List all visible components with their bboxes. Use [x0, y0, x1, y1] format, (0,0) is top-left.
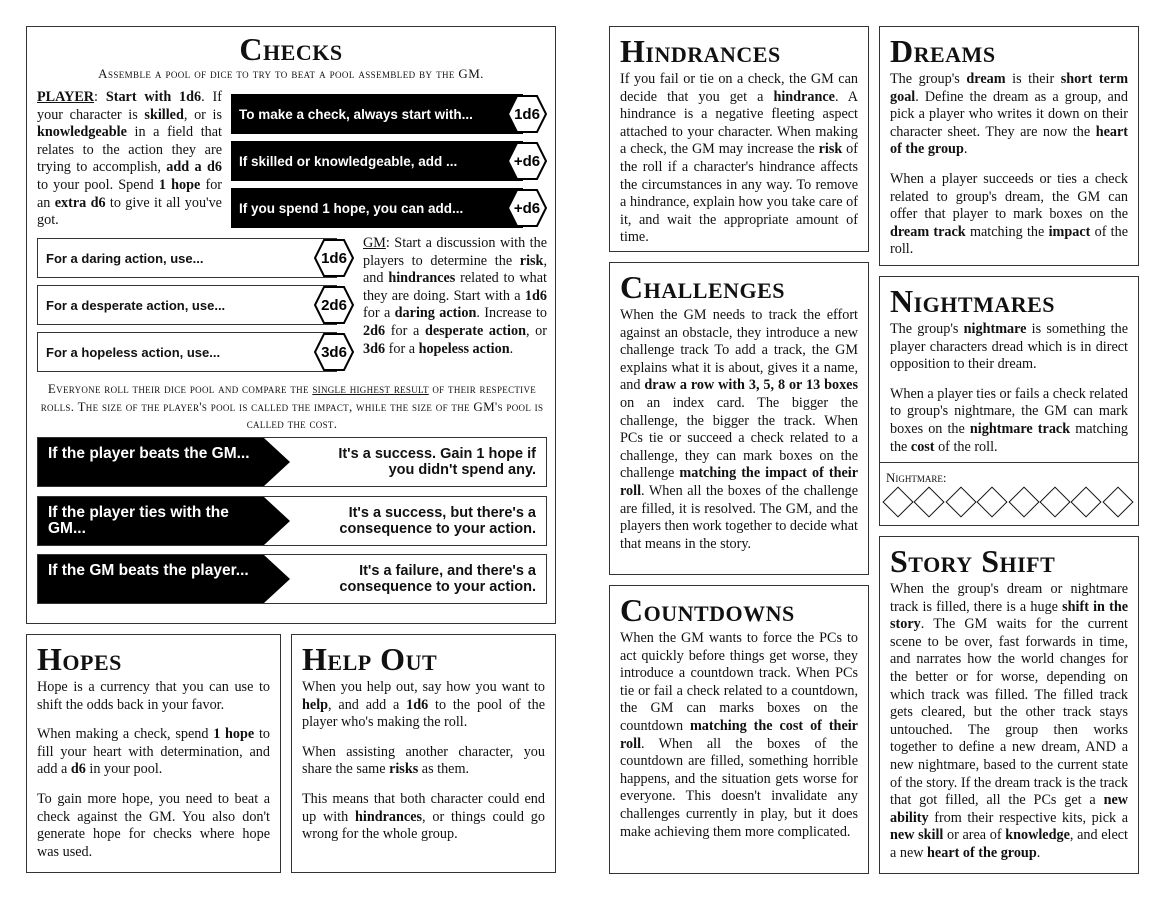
text-run: , and add a [328, 696, 407, 713]
result-condition: If the player ties with the GM... [38, 497, 264, 545]
track-box[interactable] [1039, 486, 1070, 517]
paragraph [37, 679, 270, 714]
text-run: or area of [943, 827, 1006, 844]
text-run: . [963, 141, 968, 158]
text-run: . If your character is [37, 89, 222, 123]
emphasized-text: heart of the group [890, 123, 1128, 158]
track-box[interactable] [914, 486, 945, 517]
result-outcome: It's a success, but there's a consequence to your action. [339, 505, 536, 537]
emphasized-text: matching the impact of their roll [620, 465, 858, 499]
paragraph [890, 171, 1128, 259]
text-run: : [94, 89, 106, 105]
help-out-section [291, 634, 556, 873]
text-run: . Define the dream as a group, and pick a player who writes it down on their character sheet. They are now the [890, 88, 1128, 140]
track-box[interactable] [977, 486, 1008, 517]
dreams-body [890, 71, 1128, 259]
arrow-icon [264, 555, 290, 603]
text-run: This means that both character could end up with [302, 790, 545, 825]
story-shift-body [890, 581, 1128, 863]
hindrances-title: Hindrances [620, 33, 781, 69]
text-run: from their respective kits, pick a [928, 809, 1128, 826]
hopes-title: Hopes [37, 641, 122, 677]
text-run: in your pool. [85, 761, 163, 778]
checks-subtitle: Assemble a pool of dice to try to beat a pool assembled by the GM. [98, 66, 484, 81]
text-run: : Start a discussion with the players to determine the [363, 235, 547, 269]
track-box[interactable] [945, 486, 976, 517]
emphasized-text: hindrances [388, 270, 456, 287]
emphasized-text: nightmare track [969, 420, 1071, 437]
hopes-body [37, 679, 270, 861]
text-run: to fill your heart with determination, and add a [37, 726, 270, 778]
text-run: The group's [890, 71, 967, 87]
result-success-row [37, 437, 547, 487]
arrow-icon [264, 497, 290, 545]
paragraph [302, 744, 545, 779]
emphasized-text: dream track [890, 223, 966, 240]
text-run: To gain more hope, you need to beat a check against the GM. You also don't generate hope for checks where hope was used. [37, 790, 270, 860]
paragraph [620, 630, 858, 841]
emphasized-text: short term goal [890, 71, 1129, 105]
arrow-icon [264, 438, 290, 486]
dreams-title: Dreams [890, 33, 996, 69]
track-box[interactable] [882, 486, 913, 517]
emphasized-text: add a d6 [166, 159, 222, 176]
paragraph [890, 71, 1128, 159]
text-run: When a player ties or fails a check related to group's nightmare, the GM can mark boxes on the [890, 385, 1128, 437]
text-run: as them. [418, 761, 470, 778]
daring-action-bar: For a daring action, use... [37, 238, 337, 278]
text-run: in a field that relates to the action they are trying to accomplish, [37, 124, 222, 176]
countdowns-body [620, 630, 858, 841]
nightmares-body [890, 321, 1128, 456]
nightmare-track [880, 462, 1138, 525]
text-run: for a [363, 305, 395, 322]
challenges-title: Challenges [620, 269, 786, 305]
text-run: matching the [890, 420, 1129, 455]
emphasized-text: PLAYER [37, 89, 95, 105]
emphasized-text: d6 [70, 761, 86, 778]
result-tie-row [37, 496, 547, 546]
result-outcome: It's a success. Gain 1 hope if you didn't spend any. [338, 446, 536, 478]
challenges-body [620, 307, 858, 553]
emphasized-text: new skill [890, 827, 944, 844]
emphasized-text: 3d6 [363, 340, 386, 357]
paragraph [890, 321, 1128, 374]
result-condition: If the GM beats the player... [38, 555, 264, 603]
emphasized-text: knowledge [1005, 827, 1070, 844]
text-run: to the pool of the player who's making the roll. [302, 696, 545, 731]
2d6-die-icon: 2d6 [314, 285, 354, 325]
text-run: of the roll. [890, 223, 1128, 258]
paragraph [302, 679, 545, 732]
emphasized-text: cost [910, 438, 935, 455]
text-run: for a [385, 322, 425, 339]
emphasized-text: hindrances [355, 808, 423, 825]
countdowns-title: Countdowns [620, 592, 795, 628]
help-out-body [302, 679, 545, 844]
nightmare-track-label: Nightmare: [886, 470, 947, 485]
text-run: Hope is a currency that you can use to shift the odds back in your favor. [37, 679, 270, 713]
paragraph [620, 307, 858, 553]
emphasized-text: risk [818, 141, 843, 158]
1d6-die-icon: 1d6 [314, 238, 354, 278]
text-run: When assisting another character, you share the same [302, 743, 545, 778]
help-out-title: Help Out [302, 641, 438, 677]
text-run: . A hindrance is a negative fleeting aspect attached to your character. When making a check, the GM may increase the [620, 88, 858, 158]
text-run: of the roll. [934, 438, 998, 455]
emphasized-text: risks [389, 761, 419, 778]
paragraph [890, 581, 1128, 863]
checks-section [26, 26, 556, 624]
emphasized-text: desperate action [424, 322, 526, 339]
story-shift-section [879, 536, 1139, 874]
emphasized-text: 1 hope [158, 176, 201, 193]
emphasized-text: impact [1048, 223, 1091, 240]
text-run: , or is [183, 106, 222, 123]
track-box[interactable] [1008, 486, 1039, 517]
d6-die-icon: 1d6 [507, 94, 547, 134]
text-run: When the GM needs to track the effort against an obstacle, they introduce a new challenge track To add a track, the GM explains what it is about, gives it a name, and [620, 307, 858, 394]
text-run: to give it all you've got. [37, 194, 222, 229]
text-run: . [1036, 844, 1041, 861]
story-shift-title: Story Shift [890, 543, 1056, 579]
desperate-action-bar: For a desperate action, use... [37, 285, 337, 325]
result-condition: If the player beats the GM... [38, 438, 264, 486]
emphasized-text: draw a row with 3, 5, 8 or 13 boxes [644, 377, 858, 394]
emphasized-text: matching the cost of their roll [620, 717, 858, 752]
text-run: . When all the boxes of the challenge are filled, it is resolved. The GM, and the players then work together to decide what that means in the story. [620, 482, 858, 552]
plus-d6-die-icon: +d6 [507, 188, 547, 228]
emphasized-text: 1d6 [406, 696, 429, 713]
track-box[interactable] [1102, 486, 1133, 517]
compare-rules-text [37, 380, 547, 433]
emphasized-text: hindrance [773, 88, 835, 105]
hindrances-section [609, 26, 869, 252]
countdowns-section [609, 585, 869, 874]
text-run: The group's [890, 321, 964, 337]
player-rules-text [37, 89, 222, 230]
text-run: . When all the boxes of the countdown are filled, something horrible happens, and the situation gets worse for everyone. This doesn't invalidate any challenges currently in play, but it does make achieving them more complicated. [620, 735, 858, 840]
text-run: related to what they are doing. Start with a [363, 270, 547, 304]
emphasized-text: skilled [144, 106, 184, 123]
text-run: on an index card. The bigger the challenge, the bigger the track. When PCs tie or succeed a check related to a challenge, they can mark boxes on the challenge [620, 394, 858, 482]
emphasized-text: 1 hope [213, 726, 255, 743]
text-run: , or things could go wrong for the whole group. [302, 808, 545, 843]
paragraph [620, 71, 858, 247]
emphasized-text: knowledgeable [37, 124, 127, 141]
text-run: is their [1005, 71, 1061, 87]
text-run: . [509, 340, 514, 357]
text-run: for a [385, 340, 419, 357]
text-run: When making a check, spend [37, 726, 214, 743]
text-run: , and [363, 252, 547, 287]
start-die-bar: To make a check, always start with... [231, 94, 523, 134]
text-run: matching the [965, 223, 1049, 240]
track-box[interactable] [1071, 486, 1102, 517]
emphasized-text: dream [966, 71, 1006, 87]
emphasized-text: help [302, 696, 329, 713]
paragraph [37, 726, 270, 779]
text-run: . The GM waits for the current scene to be over, fast forwards in time, and narrates how the world changes for the better or for worse, depending on which track was filled. The filled track gets cleared, but the other track stays untouched. The group then works together to define a new dream, AND a new nightmare, based to the current state of the story. If the dream track is the track that got filled, all the PCs get a [890, 616, 1128, 809]
result-failure-row [37, 554, 547, 604]
text-run: to your pool. Spend [37, 176, 159, 193]
text-run: , or [525, 322, 548, 339]
emphasized-text: hopeless action [418, 340, 510, 357]
emphasized-text: risk [519, 252, 544, 269]
emphasized-text: 1d6 [524, 287, 547, 304]
emphasized-text: GM [363, 235, 386, 251]
text-run: When a player succeeds or ties a check related to group's dream, the GM can offer that player to mark boxes on the [890, 170, 1128, 223]
text-run: for an [37, 176, 223, 211]
text-run: of the roll if a character's hindrance affects the circumstances in any way. To remove a hindrance, explain how you take care of it, and wait the appropriate amount of time. [620, 141, 858, 246]
emphasized-text: extra d6 [54, 194, 106, 211]
text-run: If you fail or tie on a check, the GM can decide that you get a [620, 71, 858, 105]
hindrances-body [620, 71, 858, 247]
skill-die-bar: If skilled or knowledgeable, add ... [231, 141, 523, 181]
result-outcome: It's a failure, and there's a consequence to your action. [339, 563, 536, 595]
nightmares-section [879, 276, 1139, 526]
checks-title: Checks [239, 31, 343, 67]
3d6-die-icon: 3d6 [314, 332, 354, 372]
dreams-section [879, 26, 1139, 266]
text-run: Everyone roll their dice pool and compare the [47, 381, 313, 396]
hope-die-bar: If you spend 1 hope, you can add... [231, 188, 523, 228]
emphasized-text: new ability [890, 792, 1128, 826]
challenges-section [609, 262, 869, 575]
hopes-section [26, 634, 281, 873]
paragraph [37, 791, 270, 861]
text-run: When the group's dream or nightmare track is filled, there is a huge [890, 581, 1128, 615]
emphasized-text: nightmare [963, 321, 1027, 337]
emphasized-text: shift in the story [890, 598, 1129, 633]
emphasized-text: single highest result [312, 381, 429, 396]
text-run: . Increase to [476, 305, 548, 322]
text-run: of their respective rolls. The size of the player's pool is called the impact, while the size of the GM's pool is called the cost. [40, 381, 544, 431]
paragraph [302, 791, 545, 844]
emphasized-text: heart of the group [927, 844, 1037, 861]
text-run: is something the player characters dread which is in direct opposition to their dream. [890, 321, 1128, 373]
emphasized-text: daring action [394, 305, 477, 322]
emphasized-text: 2d6 [363, 322, 386, 339]
text-run: , and elect a new [890, 827, 1128, 861]
emphasized-text: Start with 1d6 [105, 89, 202, 105]
text-run: When you help out, say how you want to [302, 679, 545, 695]
text-run: When the GM wants to force the PCs to act quickly before things get worse, they introduce a countdown track. When PCs tie or fail a check related to a countdown, the GM can marks boxes on the countdown [620, 630, 858, 734]
hopeless-action-bar: For a hopeless action, use... [37, 332, 337, 372]
paragraph [890, 386, 1128, 456]
gm-rules-text [363, 235, 547, 358]
nightmares-title: Nightmares [890, 283, 1056, 319]
plus-d6-die-icon: +d6 [507, 141, 547, 181]
